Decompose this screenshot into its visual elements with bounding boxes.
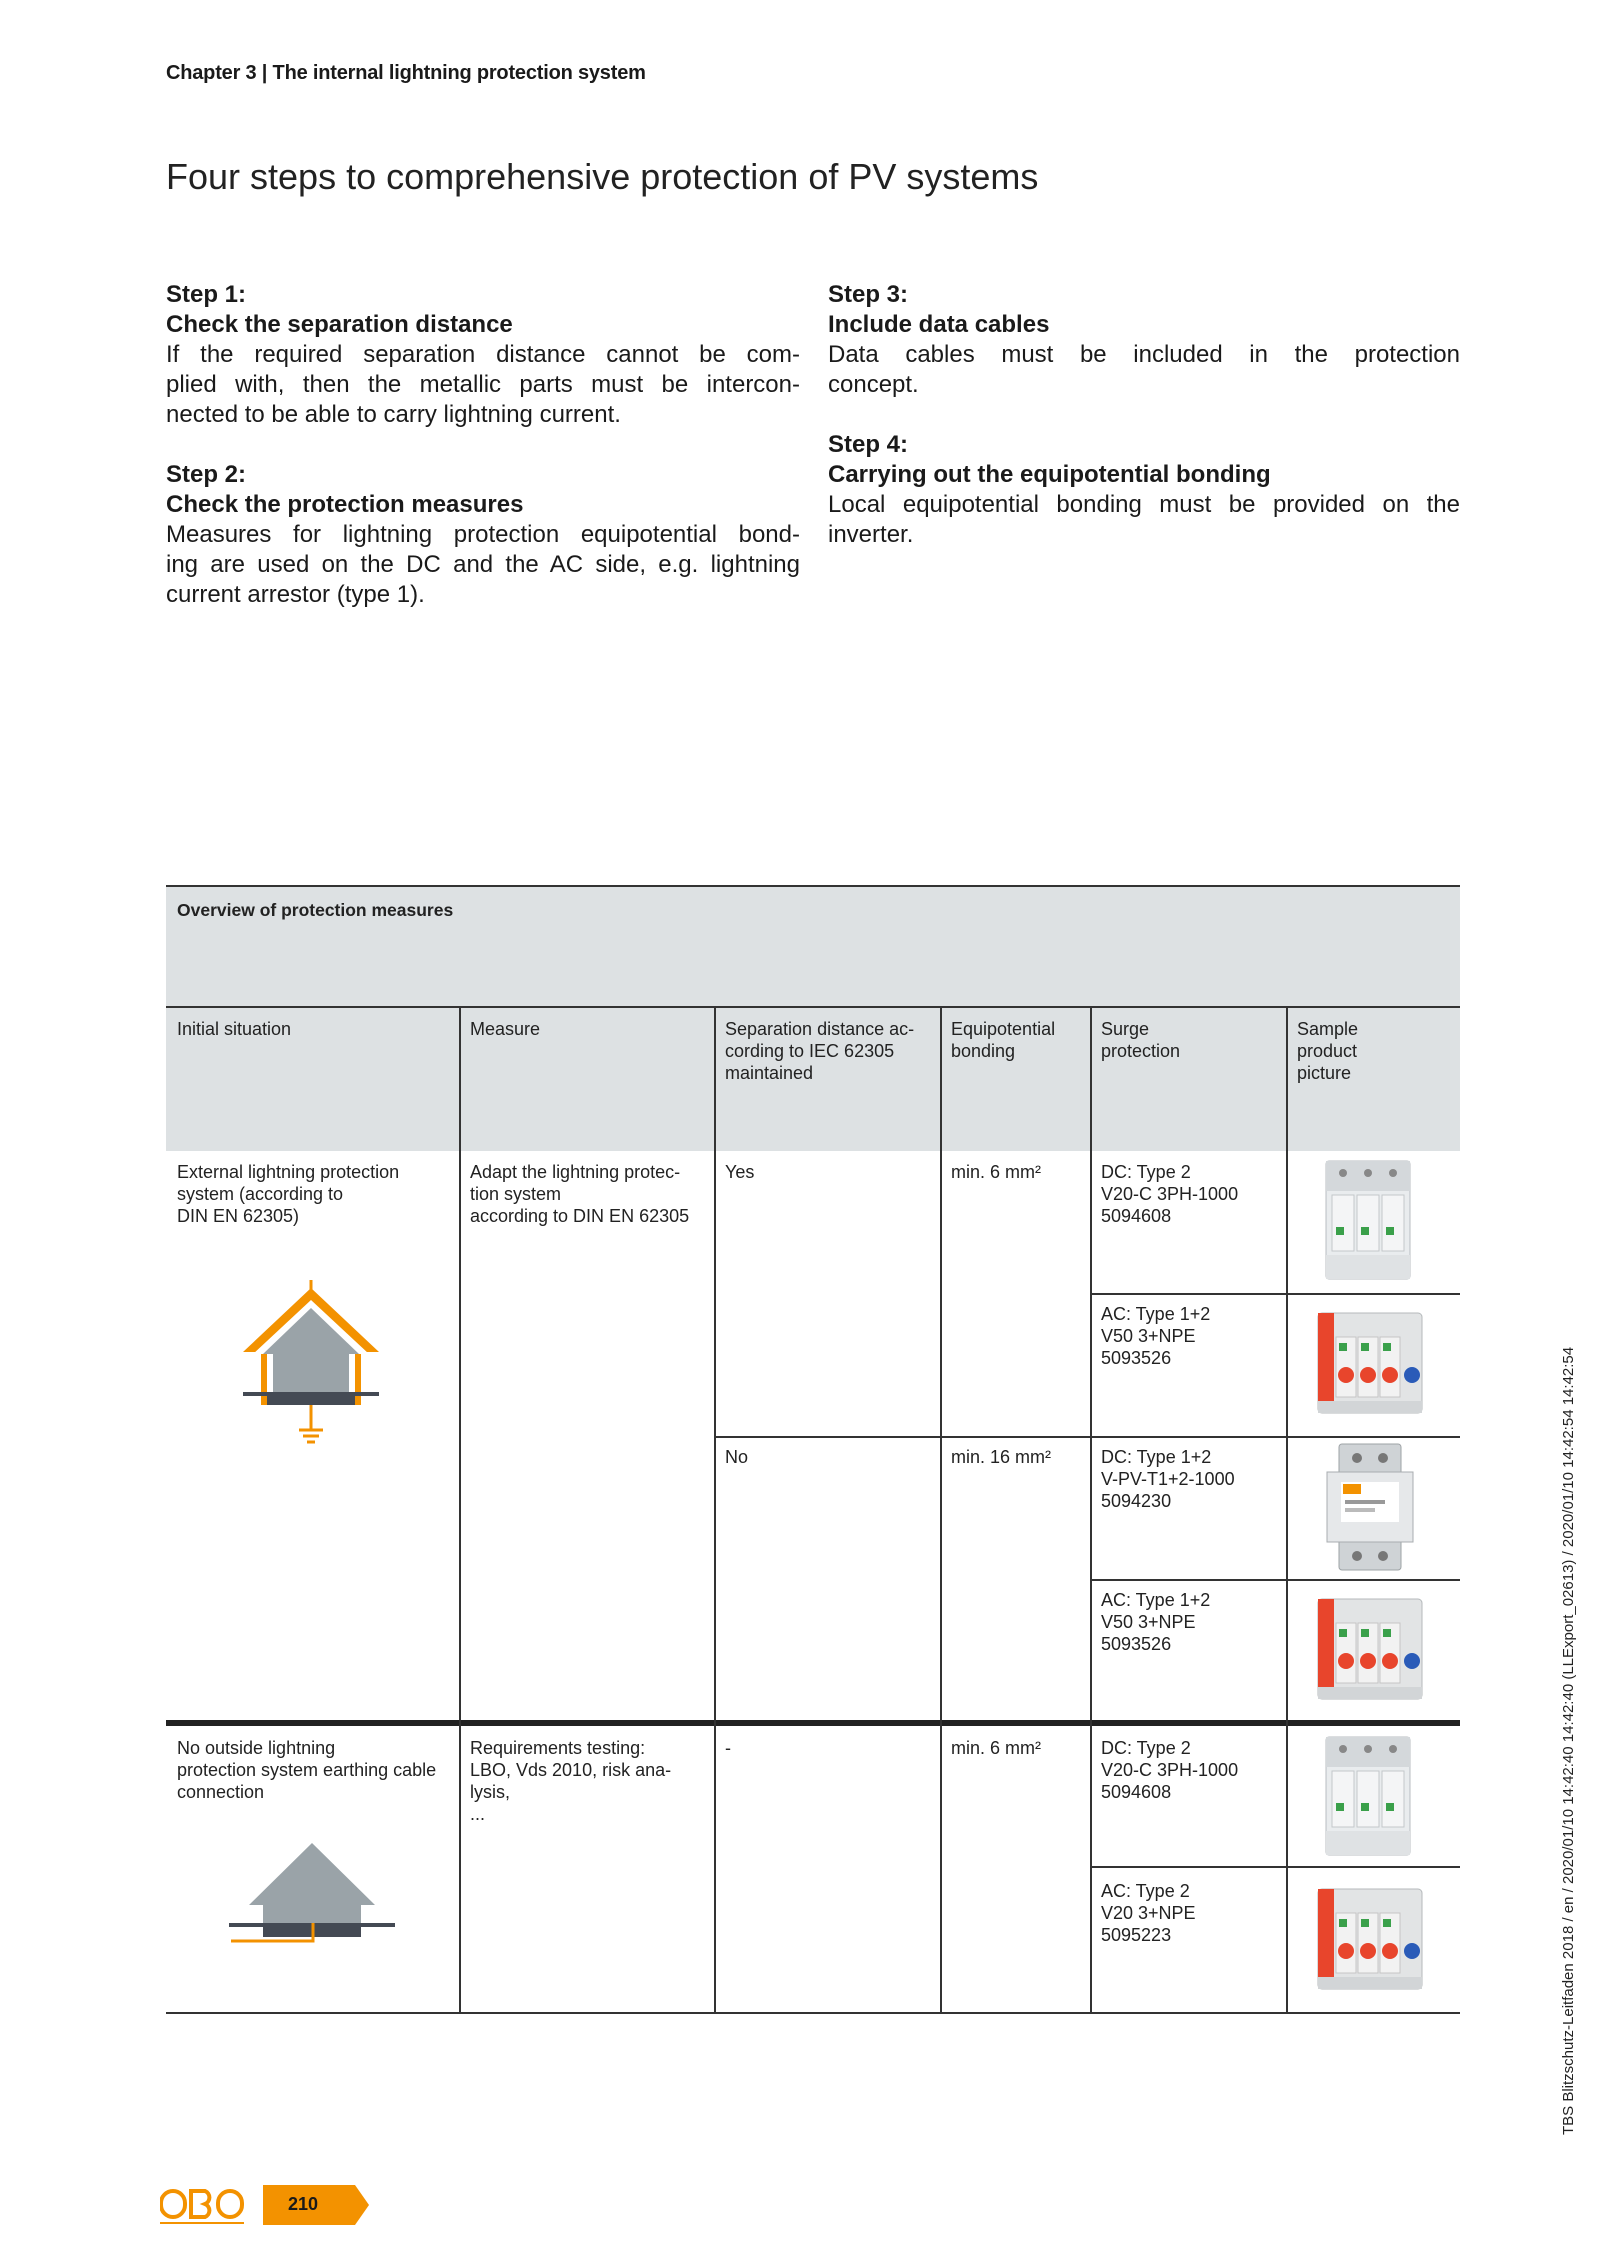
product-image-v-pv-t1-dc <box>1321 1438 1419 1576</box>
group1-row1-bonding: min. 6 mm² <box>951 1162 1041 1182</box>
protection-measures-table <box>166 885 1460 2015</box>
step2-text-line: current arrestor (type 1). <box>166 581 425 608</box>
table-col-rule <box>714 1007 716 2013</box>
table-rule <box>1091 1866 1460 1868</box>
product-image-v50-ac <box>1314 1297 1426 1427</box>
table-rule <box>1091 1293 1460 1295</box>
table-col-rule <box>940 1007 942 2013</box>
table-group-divider <box>166 1720 1460 1726</box>
table-rule <box>1091 1579 1460 1581</box>
step1-text-line: If the required separation distance cannot be com- <box>166 341 800 368</box>
group1-initial-situation: External lightning protection system (according to DIN EN 62305) <box>177 1162 400 1226</box>
group1-row2-surge: AC: Type 1+2 V50 3+NPE 5093526 <box>1101 1304 1211 1368</box>
step3-text-line: concept. <box>828 371 919 398</box>
group1-row1-surge: DC: Type 2 V20-C 3PH-1000 5094608 <box>1101 1162 1239 1226</box>
product-image-v20-dc <box>1318 1155 1418 1285</box>
group2-row2-surge: AC: Type 2 V20 3+NPE 5095223 <box>1101 1881 1196 1945</box>
steps-left-column <box>166 280 800 610</box>
group1-row3-surge: DC: Type 1+2 V-PV-T1+2-1000 5094230 <box>1101 1447 1235 1511</box>
step4-label: Step 4: <box>828 431 909 458</box>
header-surge-protection: Surge protection <box>1101 1019 1181 1061</box>
step1-text-line: nected to be able to carry lightning current. <box>166 401 621 428</box>
group1-row1-separation: Yes <box>725 1162 755 1182</box>
step2-heading: Check the protection measures <box>166 491 524 518</box>
step1-text-line: plied with, then the metallic parts must be intercon- <box>166 371 800 398</box>
table-col-rule <box>1090 1007 1092 2013</box>
step2-text-line: Measures for lightning protection equipotential bond- <box>166 521 800 548</box>
header-measure: Measure <box>470 1019 541 1039</box>
step2-text-line: ing are used on the DC and the AC side, e.g. lightning <box>166 551 800 578</box>
table-rule <box>166 885 1460 887</box>
step3-text-line: Data cables must be included in the protection <box>828 341 1460 368</box>
step1-heading: Check the separation distance <box>166 311 513 338</box>
step4-heading: Carrying out the equipotential bonding <box>828 461 1271 488</box>
header-separation-distance: Separation distance ac- cording to IEC 62305 maintained <box>725 1019 915 1083</box>
product-image-v50-ac <box>1314 1583 1426 1713</box>
group2-row1-separation: - <box>725 1738 731 1758</box>
group1-measure: Adapt the lightning protec- tion system according to DIN EN 62305 <box>470 1162 690 1226</box>
step4-text-line: inverter. <box>828 521 914 548</box>
step1-label: Step 1: <box>166 281 247 308</box>
house-without-lightning-protection-icon <box>229 1843 399 1948</box>
step3-label: Step 3: <box>828 281 909 308</box>
obo-logo <box>160 2185 246 2225</box>
group1-row3-separation: No <box>725 1447 749 1467</box>
table-col-rule <box>459 1007 461 2013</box>
step2-label: Step 2: <box>166 461 247 488</box>
header-equipotential-bonding: Equipotential bonding <box>951 1019 1056 1061</box>
group2-row1-bonding: min. 6 mm² <box>951 1738 1041 1758</box>
group2-row1-surge: DC: Type 2 V20-C 3PH-1000 5094608 <box>1101 1738 1239 1802</box>
product-image-v20-dc <box>1318 1731 1418 1861</box>
step4-text-line: Local equipotential bonding must be provided on the <box>828 491 1460 518</box>
table-col-rule <box>1286 1007 1288 2013</box>
house-lightning-protection-icon <box>241 1280 381 1448</box>
steps-right-column <box>828 280 1460 550</box>
group1-row3-bonding: min. 16 mm² <box>951 1447 1052 1467</box>
page-title: Four steps to comprehensive protection of PV systems <box>166 156 1039 197</box>
step3-heading: Include data cables <box>828 311 1050 338</box>
group2-initial-situation: No outside lightning protection system earthing cable connection <box>177 1738 437 1802</box>
print-metadata-side-text: TBS Blitzschutz-Leitfaden 2018 / en / 2020/01/10 14:42:40 14:42:40 (LLExport_02613) / 2020/01/10 14:42:54 14:42:54 <box>1560 1346 1577 2135</box>
group1-row4-surge: AC: Type 1+2 V50 3+NPE 5093526 <box>1101 1590 1211 1654</box>
header-sample-picture: Sample product picture <box>1297 1019 1359 1083</box>
page-number: 210 <box>288 2194 319 2214</box>
table-rule <box>166 1006 1460 1008</box>
product-image-v20-ac <box>1314 1873 1426 2003</box>
header-initial-situation: Initial situation <box>177 1019 292 1039</box>
table-rule <box>166 2012 1460 2014</box>
table-title: Overview of protection measures <box>177 900 454 920</box>
group2-measure: Requirements testing: LBO, Vds 2010, risk ana- lysis, ... <box>470 1738 672 1824</box>
chapter-heading: Chapter 3 | The internal lightning protection system <box>166 62 646 84</box>
